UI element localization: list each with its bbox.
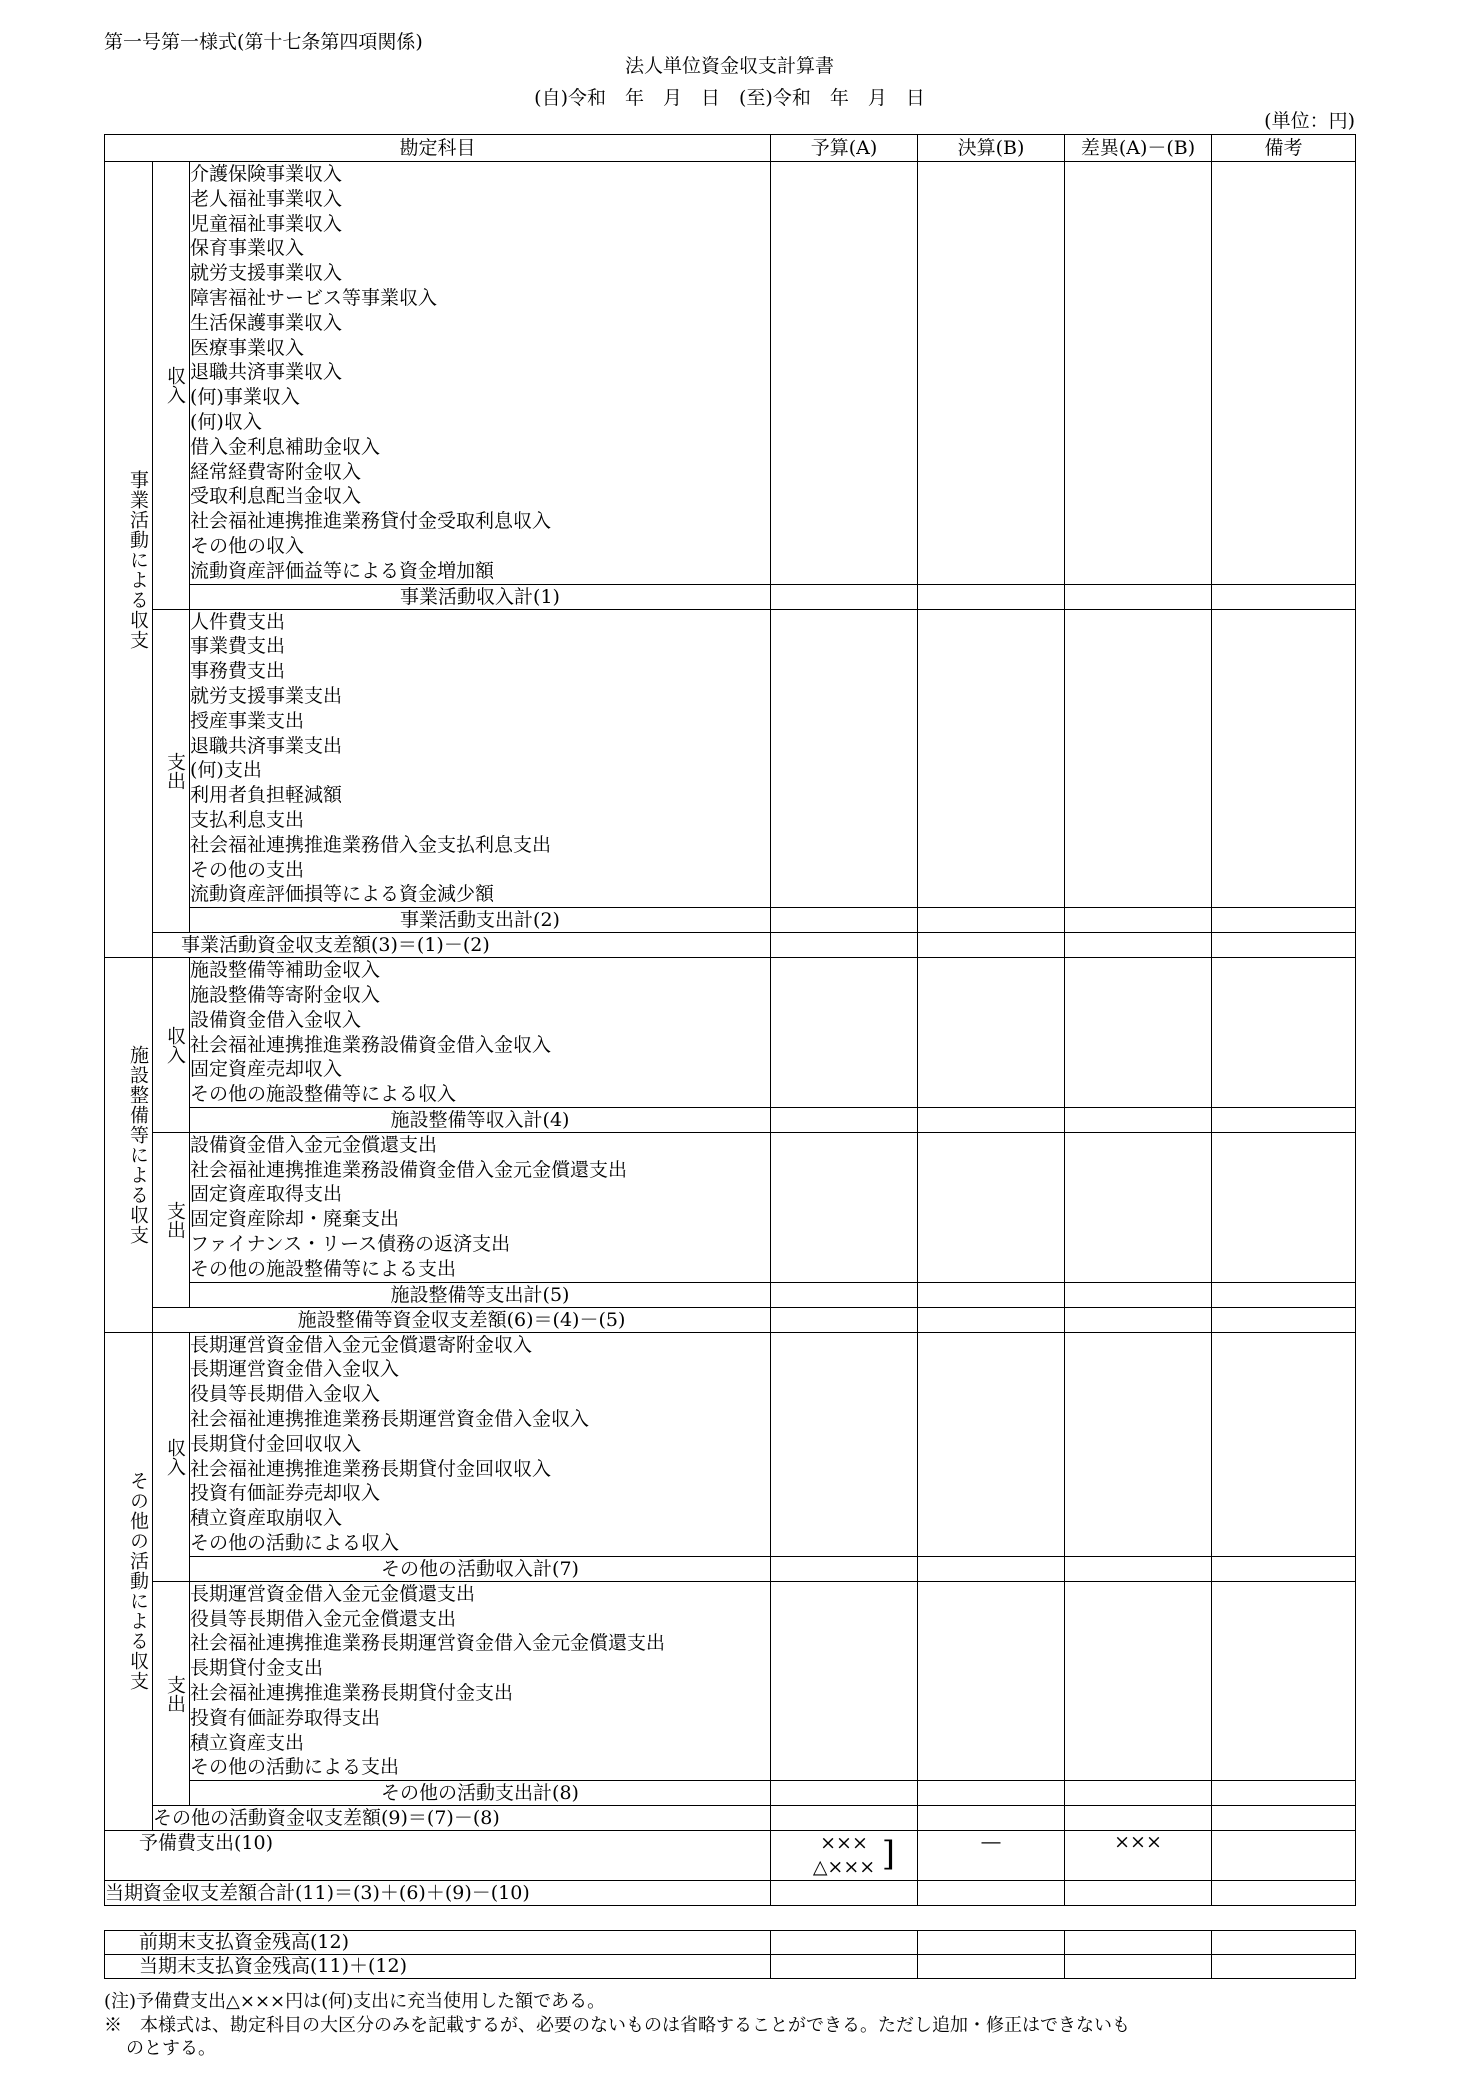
bracket-mark: ] (881, 1834, 895, 1875)
form-id: 第一号第一様式(第十七条第四項関係) (104, 31, 423, 53)
account-item: 固定資産除却・廃棄支出 (190, 1208, 400, 1231)
subtotal-row-label: 施設整備等支出計(5) (190, 1282, 771, 1307)
account-item: 投資有価証券取得支出 (190, 1706, 381, 1729)
subtotal-row-label: 事業活動収入計(1) (190, 584, 771, 609)
account-item: 医療事業収入 (190, 336, 305, 359)
item-list (190, 162, 771, 585)
account-item: 長期運営資金借入金元金償還支出 (190, 1582, 476, 1605)
subtotal-row-label: 事業活動支出計(2) (190, 908, 771, 933)
account-item: その他の施設整備等による収入 (190, 1083, 457, 1106)
account-item: 投資有価証券売却収入 (190, 1482, 381, 1505)
account-item: その他の活動による支出 (190, 1756, 400, 1779)
account-item: 就労支援事業収入 (190, 262, 343, 285)
reserve-budget (771, 1831, 918, 1881)
balance-row-label: 施設整備等資金収支差額(6)＝(4)－(5) (153, 1307, 771, 1332)
grand-total-label: 当期資金収支差額合計(11)＝(3)＋(6)＋(9)－(10) (105, 1881, 771, 1906)
account-item: 保育事業収入 (190, 237, 305, 260)
account-item: 設備資金借入金元金償還支出 (190, 1133, 438, 1156)
account-item: 役員等長期借入金元金償還支出 (190, 1607, 457, 1630)
note-reserve: (注)予備費支出△×××円は(何)支出に充当使用した額である。 (104, 1991, 606, 2012)
balance-row-label: 事業活動資金収支差額(3)＝(1)－(2) (153, 933, 771, 958)
account-item: 社会福祉連携推進業務長期運営資金借入金元金償還支出 (190, 1632, 666, 1655)
account-item: 経常経費寄附金収入 (190, 460, 362, 483)
account-item: 長期貸付金回収収入 (190, 1432, 362, 1455)
cell-budget (771, 162, 918, 585)
account-item: 社会福祉連携推進業務長期貸付金回収収入 (190, 1457, 552, 1480)
col-budget: 予算(A) (771, 135, 918, 162)
account-item: 社会福祉連携推進業務設備資金借入金元金償還支出 (190, 1158, 628, 1181)
reserve-budget-line2: △××× (812, 1856, 876, 1879)
reserve-diff: ××× (1065, 1831, 1212, 1881)
account-item: 児童福祉事業収入 (190, 212, 343, 235)
unit-label: (単位：円) (1264, 110, 1355, 132)
cell-actual (918, 162, 1065, 585)
account-item: その他の収入 (190, 534, 305, 557)
income-label: 収入 (153, 162, 190, 610)
item-list (190, 958, 771, 1108)
expense-label: 支出 (153, 609, 190, 933)
account-item: 人件費支出 (190, 610, 286, 633)
account-item: (何)収入 (190, 410, 262, 433)
item-list (190, 1132, 771, 1282)
account-item: 積立資産支出 (190, 1731, 305, 1754)
expense-label: 支出 (153, 1132, 190, 1307)
account-item: 事務費支出 (190, 660, 286, 683)
account-item: 老人福祉事業収入 (190, 187, 343, 210)
section-label-facility: 施設整備等による収支 (105, 958, 153, 1333)
account-item: 設備資金借入金収入 (190, 1008, 362, 1031)
reserve-actual: ― (918, 1831, 1065, 1881)
account-item: 障害福祉サービス等事業収入 (190, 286, 438, 309)
account-item: 支払利息支出 (190, 808, 305, 831)
account-item: 役員等長期借入金収入 (190, 1383, 381, 1406)
account-item: 積立資産取崩収入 (190, 1507, 343, 1530)
account-item: その他の支出 (190, 858, 305, 881)
col-item: 勘定科目 (105, 135, 771, 162)
balance-row-label: その他の活動資金収支差額(9)＝(7)－(8) (153, 1806, 771, 1831)
curr-balance-label: 当期末支払資金残高(11)＋(12) (105, 1955, 771, 1979)
account-item: 生活保護事業収入 (190, 311, 343, 334)
subtotal-row-label: その他の活動収入計(7) (190, 1556, 771, 1581)
account-item: 借入金利息補助金収入 (190, 435, 381, 458)
account-item: その他の活動による収入 (190, 1532, 400, 1555)
account-item: 施設整備等補助金収入 (190, 959, 381, 982)
document-title: 法人単位資金収支計算書 (624, 55, 834, 77)
cash-flow-table (104, 134, 1356, 1906)
section-label-other: その他の活動による収支 (105, 1332, 153, 1831)
account-item: 退職共済事業支出 (190, 734, 343, 757)
account-item: (何)事業収入 (190, 386, 300, 409)
header-row (105, 135, 1356, 162)
account-item: 介護保険事業収入 (190, 163, 343, 185)
account-item: 社会福祉連携推進業務長期運営資金借入金収入 (190, 1408, 590, 1431)
account-item: 利用者負担軽減額 (190, 784, 343, 807)
section-label-business: 事業活動による収支 (105, 162, 153, 958)
reserve-label: 予備費支出(10) (105, 1831, 771, 1881)
account-item: 流動資産評価益等による資金増加額 (190, 559, 495, 582)
prev-balance-label: 前期末支払資金残高(12) (105, 1931, 771, 1955)
account-item: 長期貸付金支出 (190, 1657, 324, 1680)
item-list (190, 1581, 771, 1780)
account-item: 社会福祉連携推進業務貸付金受取利息収入 (190, 510, 552, 533)
account-item: 固定資産取得支出 (190, 1183, 343, 1206)
item-list (190, 1332, 771, 1556)
account-item: 授産事業支出 (190, 709, 305, 732)
account-item: 施設整備等寄附金収入 (190, 983, 381, 1006)
account-item: (何)支出 (190, 759, 262, 782)
subtotal-row-label: 施設整備等収入計(4) (190, 1107, 771, 1132)
account-item: 固定資産売却収入 (190, 1058, 343, 1081)
note-format-cont: のとする。 (126, 2038, 216, 2059)
income-label: 収入 (153, 958, 190, 1133)
cell-diff (1065, 162, 1212, 585)
item-list (190, 609, 771, 908)
account-item: その他の施設整備等による支出 (190, 1257, 457, 1280)
account-item: 就労支援事業支出 (190, 684, 343, 707)
account-item: 事業費支出 (190, 635, 286, 658)
period: (自)令和 年 月 日 (至)令和 年 月 日 (534, 87, 925, 109)
col-actual: 決算(B) (918, 135, 1065, 162)
account-item: 社会福祉連携推進業務設備資金借入金収入 (190, 1033, 552, 1056)
account-item: 長期運営資金借入金元金償還寄附金収入 (190, 1333, 533, 1356)
account-item: 社会福祉連携推進業務借入金支払利息支出 (190, 833, 552, 856)
col-remarks: 備考 (1212, 135, 1356, 162)
expense-label: 支出 (153, 1581, 190, 1805)
subtotal-row-label: その他の活動支出計(8) (190, 1781, 771, 1806)
col-diff: 差異(A)－(B) (1065, 135, 1212, 162)
account-item: 社会福祉連携推進業務長期貸付金支出 (190, 1682, 514, 1705)
note-format: ※ 本様式は、勘定科目の大区分のみを記載するが、必要のないものは省略することができる。ただし追加・修正はできないも (104, 2015, 1130, 2036)
account-item: 流動資産評価損等による資金減少額 (190, 883, 495, 906)
reserve-budget-line1: ××× (820, 1832, 868, 1855)
account-item: ファイナンス・リース債務の返済支出 (190, 1233, 511, 1256)
account-item: 退職共済事業収入 (190, 361, 343, 384)
income-label: 収入 (153, 1332, 190, 1581)
account-item: 長期運営資金借入金収入 (190, 1358, 400, 1381)
cell-remarks (1212, 162, 1356, 585)
account-item: 受取利息配当金収入 (190, 485, 362, 508)
balance-table (104, 1930, 1356, 1979)
